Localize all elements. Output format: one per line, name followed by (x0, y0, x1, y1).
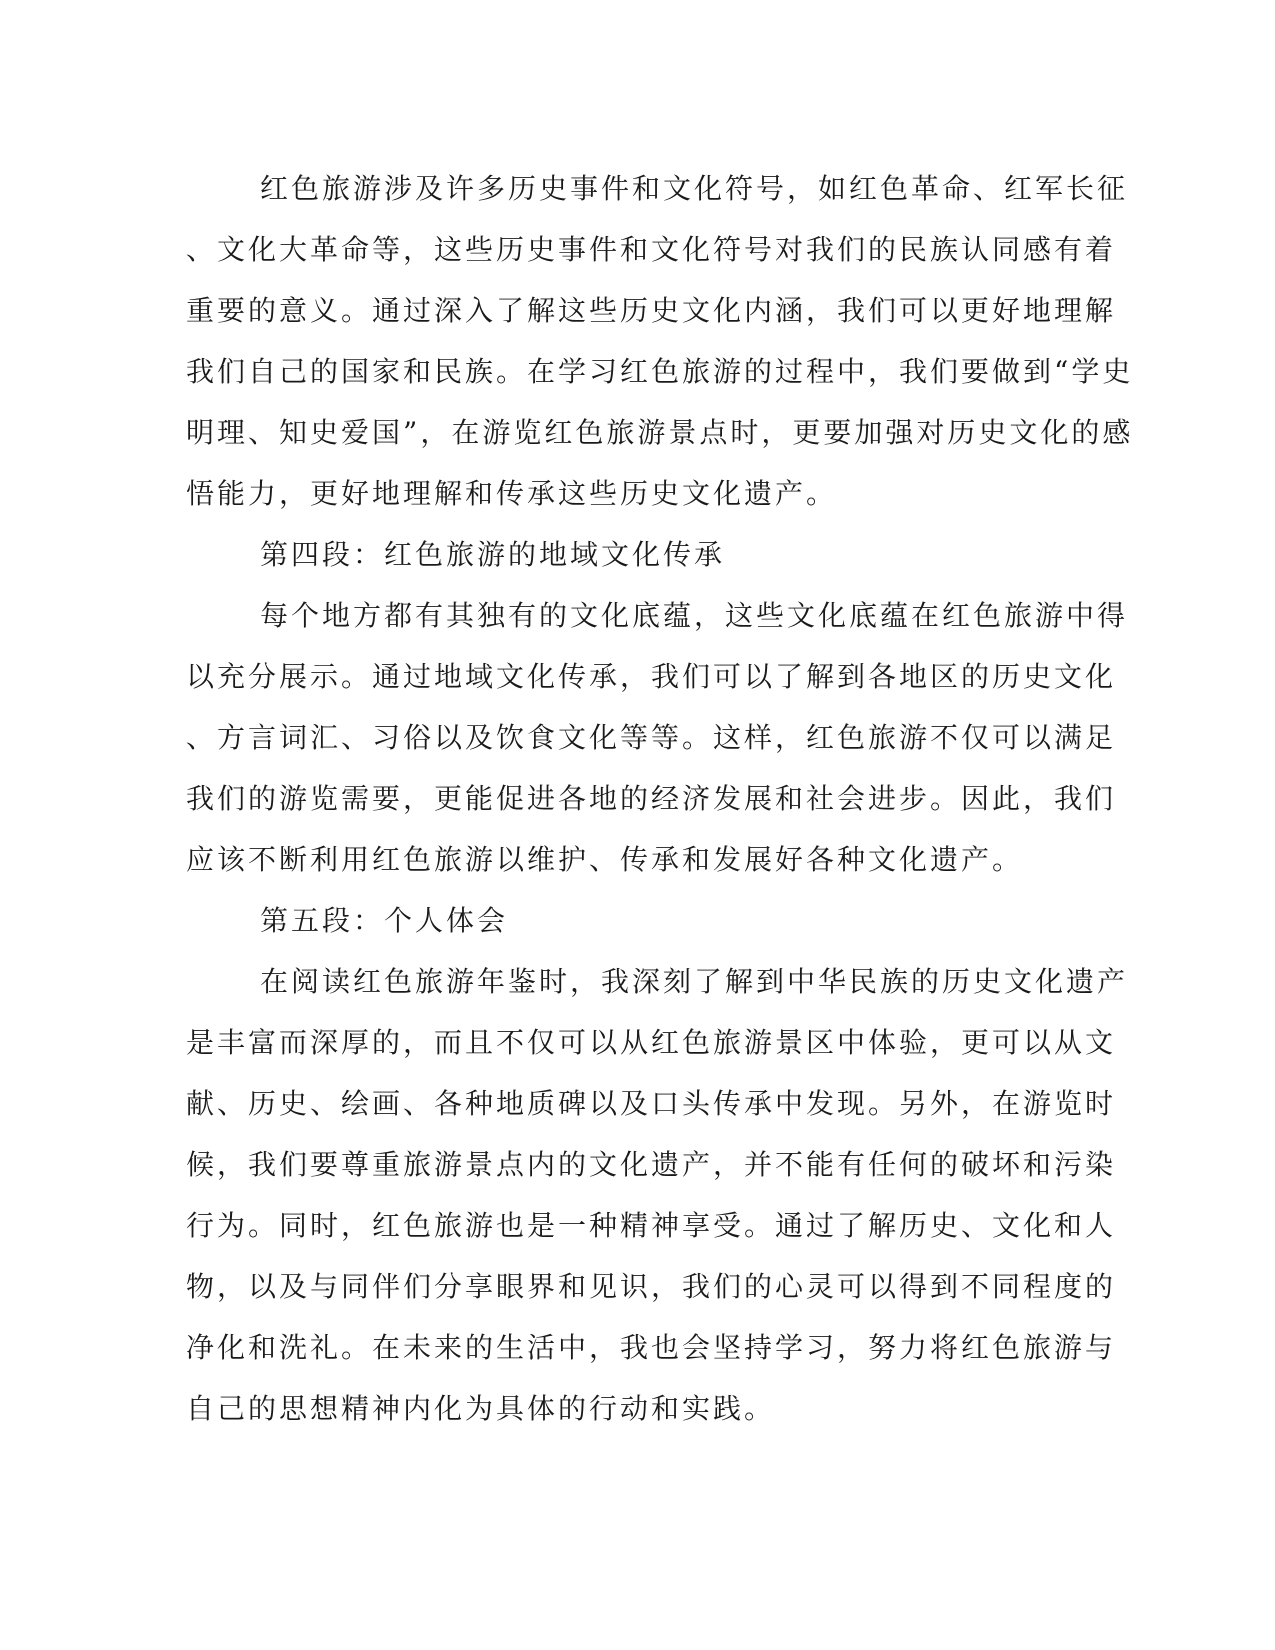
paragraph-line: 悟能力，更好地理解和传承这些历史文化遗产。 (186, 477, 838, 510)
paragraph-line: 我们自己的国家和民族。在学习红色旅游的过程中，我们要做到“学史 (186, 355, 1134, 388)
paragraph-line: 候，我们要尊重旅游景点内的文化遗产，并不能有任何的破坏和污染 (186, 1148, 1117, 1181)
paragraph-line: 献、历史、绘画、各种地质碑以及口头传承中发现。另外，在游览时 (186, 1087, 1117, 1120)
paragraph-line: 净化和洗礼。在未来的生活中，我也会坚持学习，努力将红色旅游与 (186, 1331, 1117, 1364)
paragraph-line: 重要的意义。通过深入了解这些历史文化内涵，我们可以更好地理解 (186, 294, 1117, 327)
paragraph-line: 自己的思想精神内化为具体的行动和实践。 (186, 1392, 776, 1425)
paragraph-line: 红色旅游涉及许多历史事件和文化符号，如红色革命、红军长征 (260, 172, 1129, 205)
paragraph-line: 以充分展示。通过地域文化传承，我们可以了解到各地区的历史文化 (186, 660, 1117, 693)
paragraph-line: 行为。同时，红色旅游也是一种精神享受。通过了解历史、文化和人 (186, 1209, 1117, 1242)
paragraph-line: 物，以及与同伴们分享眼界和见识，我们的心灵可以得到不同程度的 (186, 1270, 1117, 1303)
section-heading: 第五段：个人体会 (260, 904, 509, 937)
document-body (186, 158, 1134, 1439)
paragraph-line: 、方言词汇、习俗以及饮食文化等等。这样，红色旅游不仅可以满足 (186, 721, 1117, 754)
section-heading: 第四段：红色旅游的地域文化传承 (260, 538, 726, 571)
paragraph-line: 在阅读红色旅游年鉴时，我深刻了解到中华民族的历史文化遗产 (260, 965, 1129, 998)
paragraph-line: 每个地方都有其独有的文化底蕴，这些文化底蕴在红色旅游中得 (260, 599, 1129, 632)
paragraph-line: 应该不断利用红色旅游以维护、传承和发展好各种文化遗产。 (186, 843, 1024, 876)
paragraph-line: 明理、知史爱国”，在游览红色旅游景点时，更要加强对历史文化的感 (186, 416, 1134, 449)
paragraph-line: 是丰富而深厚的，而且不仅可以从红色旅游景区中体验，更可以从文 (186, 1026, 1117, 1059)
paragraph-line: 我们的游览需要，更能促进各地的经济发展和社会进步。因此，我们 (186, 782, 1117, 815)
paragraph-line: 、文化大革命等，这些历史事件和文化符号对我们的民族认同感有着 (186, 233, 1117, 266)
